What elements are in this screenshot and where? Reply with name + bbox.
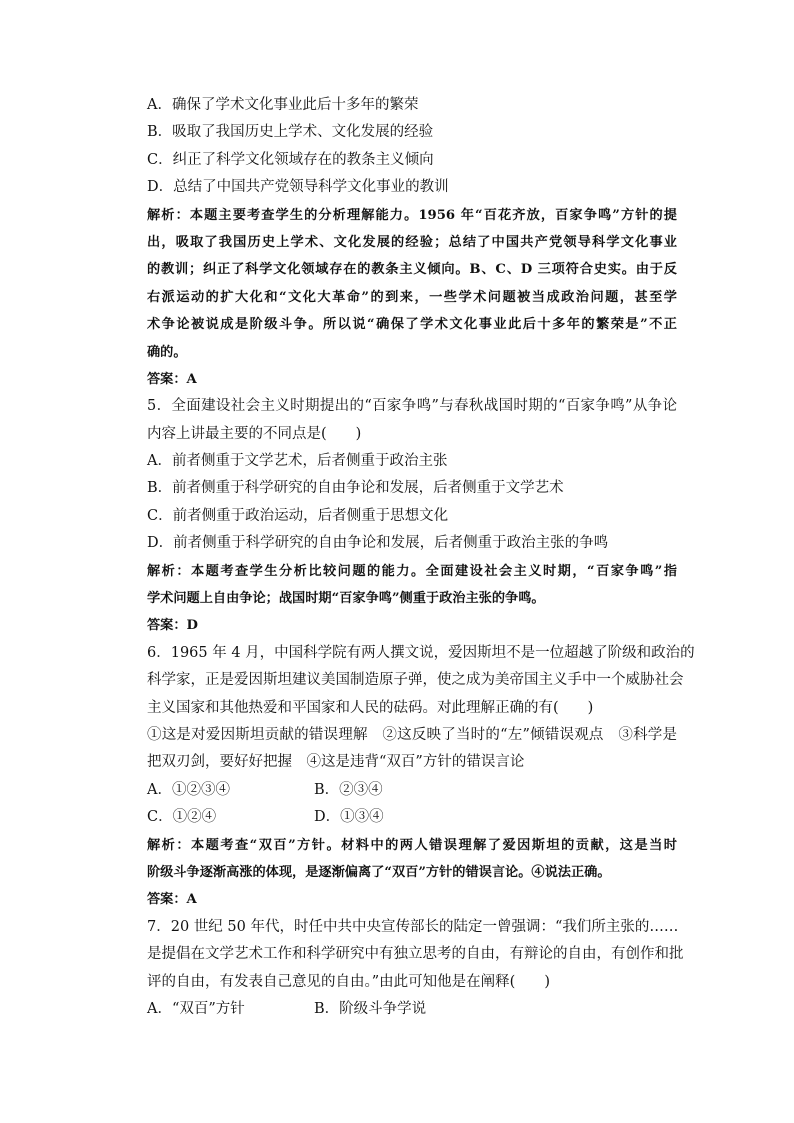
option-b: B．阶级斗争学说 — [314, 1000, 427, 1017]
analysis — [147, 202, 677, 366]
option-a: A．①②③④ — [147, 781, 230, 798]
analysis — [147, 558, 677, 613]
option-b: B．前者侧重于科学研究的自由争论和发展，后者侧重于文学艺术 — [147, 480, 564, 497]
option-c: C．①②④ — [147, 809, 217, 826]
analysis-line: 右派运动的扩大化和“文化大革命”的到来，一些学术问题被当成政治问题，甚至学 — [147, 289, 677, 305]
option-c: C．前者侧重于政治运动，后者侧重于思想文化 — [147, 507, 449, 524]
option-b: B．吸取了我国历史上学术、文化发展的经验 — [147, 124, 434, 141]
analysis-line: 解析：本题主要考查学生的分析理解能力。1956 年“百花齐放，百家争鸣”方针的提 — [147, 207, 677, 223]
option-a: A．前者侧重于文学艺术，后者侧重于政治主张 — [147, 453, 448, 470]
analysis — [147, 832, 677, 887]
question-stem: 把双刃剑，要好好把握 ④这是违背“双百”方针的错误言论 — [147, 754, 525, 771]
option-a: A．确保了学术文化事业此后十多年的繁荣 — [147, 97, 419, 113]
analysis-line: 确的。 — [147, 344, 187, 360]
answer: 答案：D — [147, 618, 198, 634]
question-stem: 7．20 世纪 50 年代，时任中共中央宣传部长的陆定一曾强调：“我们所主张的…… — [147, 918, 679, 935]
analysis-line: 阶级斗争逐渐高涨的体现，是逐渐偏离了“双百”方针的错误言论。④说法正确。 — [147, 864, 611, 880]
option-d: D．①③④ — [314, 809, 384, 826]
analysis-line: 的教训；纠正了科学文化领域存在的教条主义倾向。B、C、D 三项符合史实。由于反 — [147, 262, 677, 278]
question-7 — [147, 914, 684, 1024]
question-stem: 评的自由，有发表自己意见的自由。”由此可知他是在阐释( ) — [147, 973, 550, 990]
question-stem: ①这是对爱因斯坦贡献的错误理解 ②这反映了当时的“左”倾错误观点 ③科学是 — [147, 726, 677, 743]
analysis-line: 术争论被说成是阶级斗争。所以说“确保了学术文化事业此后十多年的繁荣是”不正 — [147, 317, 677, 333]
option-d: D．前者侧重于科学研究的自由争论和发展，后者侧重于政治主张的争鸣 — [147, 535, 609, 552]
option-a: A．“双百”方针 — [147, 1000, 245, 1017]
analysis-line: 解析：本题考查学生分析比较问题的能力。全面建设社会主义时期，“百家争鸣”指 — [147, 563, 677, 579]
question-stem: 科学家，正是爱因斯坦建议美国制造原子弹，使之成为美帝国主义手中一个威胁社会 — [147, 672, 684, 689]
analysis-line: 出，吸取了我国历史上学术、文化发展的经验；总结了中国共产党领导科学文化事业 — [147, 234, 677, 250]
answer: 答案：A — [147, 892, 197, 908]
answer: 答案：A — [147, 371, 197, 387]
question-4 — [147, 92, 677, 393]
document-page — [147, 92, 695, 1023]
option-row — [147, 804, 677, 831]
analysis-line: 解析：本题考查“双百”方针。材料中的两人错误理解了爱因斯坦的贡献，这是当时 — [147, 837, 677, 853]
option-row — [147, 996, 677, 1023]
question-stem: 6．1965 年 4 月，中国科学院有两人撰文说，爱因斯坦不是一位超越了阶级和政治的 — [147, 644, 695, 661]
option-b: B．②③④ — [314, 781, 383, 798]
question-stem: 内容上讲最主要的不同点是( ) — [147, 425, 362, 442]
option-row — [147, 777, 677, 804]
question-stem: 是提倡在文学艺术工作和科学研究中有独立思考的自由，有辩论的自由，有创作和批 — [147, 946, 684, 963]
question-stem: 主义国家和其他热爱和平国家和人民的砝码。对此理解正确的有( ) — [147, 699, 594, 716]
question-6 — [147, 640, 695, 914]
option-d: D．总结了中国共产党领导科学文化事业的教训 — [147, 179, 449, 196]
analysis-line: 学术问题上自由争论；战国时期“百家争鸣”侧重于政治主张的争鸣。 — [147, 591, 545, 607]
question-5 — [147, 393, 677, 640]
option-c: C．纠正了科学文化领域存在的教条主义倾向 — [147, 151, 434, 168]
question-stem: 5．全面建设社会主义时期提出的“百家争鸣”与春秋战国时期的“百家争鸣”从争论 — [147, 398, 677, 415]
